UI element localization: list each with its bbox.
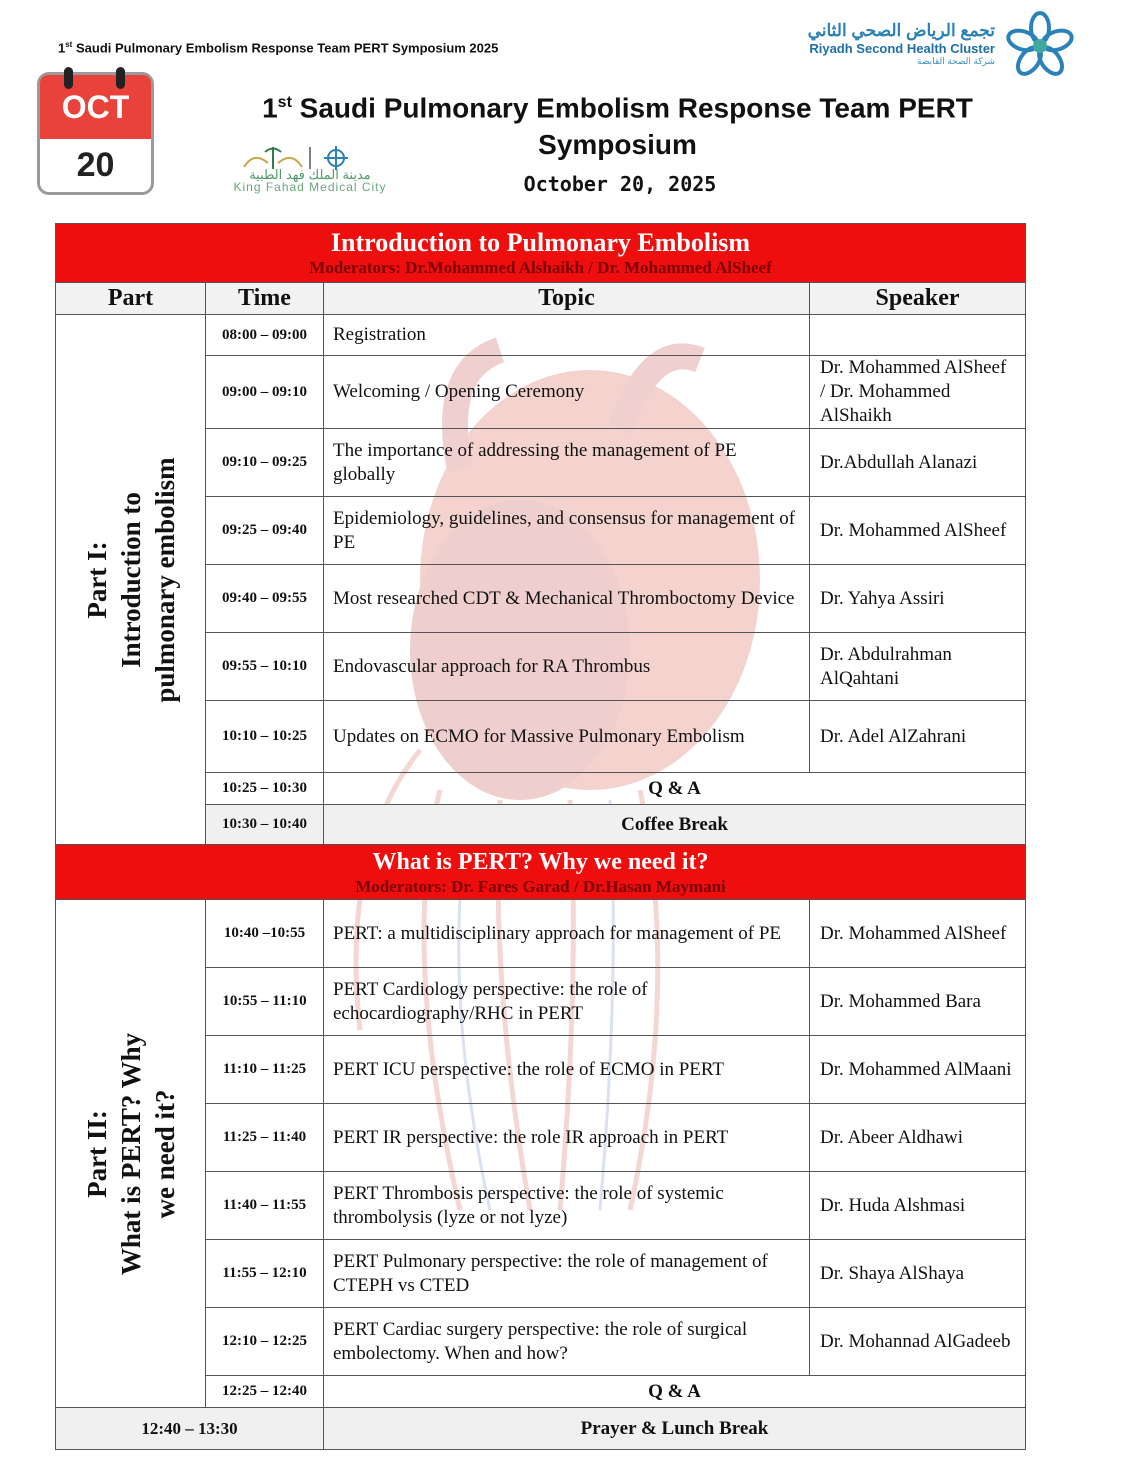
table-row	[56, 315, 1026, 356]
session-time: 11:10 – 11:25	[206, 1036, 324, 1104]
schedule-table	[55, 223, 1026, 1450]
session-speaker: Dr. Adel AlZahrani	[810, 701, 1026, 773]
session-topic: PERT ICU perspective: the role of ECMO in PERT	[324, 1036, 810, 1104]
lunch-break-row	[56, 1408, 1026, 1450]
session-time: 12:10 – 12:25	[206, 1308, 324, 1376]
session-topic: Most researched CDT & Mechanical Thromboctomy Device	[324, 565, 810, 633]
break-time: 10:30 – 10:40	[206, 805, 324, 845]
cluster-subtitle: شركة الصحة القابضة	[917, 56, 995, 66]
session-topic: PERT Cardiology perspective: the role of echocardiography/RHC in PERT	[324, 968, 810, 1036]
session-speaker: Dr. Mohammed Bara	[810, 968, 1026, 1036]
section-moderators: Moderators: Dr.Mohammed Alshaikh / Dr. Mohammed AlSheef	[309, 258, 772, 277]
session-speaker: Dr. Abdulrahman AlQahtani	[810, 633, 1026, 701]
column-header-speaker: Speaker	[810, 283, 1026, 315]
session-topic: The importance of addressing the management of PE globally	[324, 429, 810, 497]
column-header-part: Part	[56, 283, 206, 315]
section-moderators: Moderators: Dr. Fares Garad / Dr.Hasan Maymani	[355, 877, 726, 896]
section-header	[56, 845, 1026, 900]
cluster-name-arabic: تجمع الرياض الصحي الثاني	[807, 21, 995, 40]
cluster-name-english: Riyadh Second Health Cluster	[809, 41, 995, 56]
session-time: 10:10 – 10:25	[206, 701, 324, 773]
session-speaker: Dr. Mohammed AlSheef / Dr. Mohammed AlShaikh	[810, 356, 1026, 429]
part-label-cell	[56, 315, 206, 845]
session-topic: Updates on ECMO for Massive Pulmonary Embolism	[324, 701, 810, 773]
qa-label: Q & A	[324, 1376, 1026, 1408]
part-label-cell	[56, 900, 206, 1408]
session-topic: PERT: a multidisciplinary approach for management of PE	[324, 900, 810, 968]
session-topic: Registration	[324, 315, 810, 356]
star-flower-logo-icon	[1003, 10, 1077, 78]
session-topic: PERT Cardiac surgery perspective: the role of surgical embolectomy. When and how?	[324, 1308, 810, 1376]
part-label: Part I: Introduction to pulmonary embolism	[81, 456, 180, 703]
session-speaker: Dr. Abeer Aldhawi	[810, 1104, 1026, 1172]
event-date: October 20, 2025	[523, 172, 717, 196]
session-time: 10:40 –10:55	[206, 900, 324, 968]
calendar-ring-icon	[64, 67, 73, 89]
calendar-day: 20	[76, 145, 115, 184]
qa-time: 12:25 – 12:40	[206, 1376, 324, 1408]
table-row	[56, 900, 1026, 968]
kfmc-name-english: King Fahad Medical City	[233, 180, 387, 194]
session-time: 08:00 – 09:00	[206, 315, 324, 356]
column-headers	[56, 283, 1026, 315]
break-label: Coffee Break	[324, 805, 1026, 845]
section-title: Introduction to Pulmonary Embolism	[330, 228, 751, 257]
session-speaker: Dr. Mohammed AlSheef	[810, 900, 1026, 968]
lunch-label: Prayer & Lunch Break	[324, 1408, 1026, 1450]
part-label: Part II: What is PERT? Why we need it?	[81, 1032, 180, 1275]
session-time: 09:00 – 09:10	[206, 356, 324, 429]
session-time: 11:25 – 11:40	[206, 1104, 324, 1172]
section-title: What is PERT? Why we need it?	[372, 849, 709, 875]
session-topic: PERT Pulmonary perspective: the role of management of CTEPH vs CTED	[324, 1240, 810, 1308]
qa-time: 10:25 – 10:30	[206, 773, 324, 805]
session-time: 09:10 – 09:25	[206, 429, 324, 497]
session-speaker: Dr. Mohammed AlMaani	[810, 1036, 1026, 1104]
session-time: 09:55 – 10:10	[206, 633, 324, 701]
session-speaker: Dr. Mohannad AlGadeeb	[810, 1308, 1026, 1376]
calendar-ring-icon	[116, 67, 125, 89]
session-speaker: Dr. Shaya AlShaya	[810, 1240, 1026, 1308]
calendar-month: OCT	[40, 75, 151, 139]
kfmc-name-arabic: مدينة الملك فهد الطبية	[249, 167, 371, 182]
session-speaker: Dr. Huda Alshmasi	[810, 1172, 1026, 1240]
session-time: 11:55 – 12:10	[206, 1240, 324, 1308]
riyadh-cluster-logo	[808, 10, 1077, 78]
session-speaker: Dr.Abdullah Alanazi	[810, 429, 1026, 497]
session-topic: Epidemiology, guidelines, and consensus for management of PE	[324, 497, 810, 565]
session-speaker: Dr. Yahya Assiri	[810, 565, 1026, 633]
session-time: 09:25 – 09:40	[206, 497, 324, 565]
section-header	[56, 224, 1026, 283]
session-time: 11:40 – 11:55	[206, 1172, 324, 1240]
session-topic: PERT Thrombosis perspective: the role of systemic thrombolysis (lyze or not lyze)	[324, 1172, 810, 1240]
session-time: 10:55 – 11:10	[206, 968, 324, 1036]
calendar-date-icon	[37, 72, 154, 195]
session-speaker: Dr. Mohammed AlSheef	[810, 497, 1026, 565]
column-header-topic: Topic	[324, 283, 810, 315]
session-topic: PERT IR perspective: the role IR approach in PERT	[324, 1104, 810, 1172]
lunch-time: 12:40 – 13:30	[56, 1408, 324, 1450]
column-header-time: Time	[206, 283, 324, 315]
session-topic: Welcoming / Opening Ceremony	[324, 356, 810, 429]
qa-label: Q & A	[324, 773, 1026, 805]
page-title: 1st Saudi Pulmonary Embolism Response Team PERT Symposium	[262, 92, 973, 161]
header-event-label: 1st Saudi Pulmonary Embolism Response Team PERT Symposium 2025	[58, 40, 499, 56]
session-time: 09:40 – 09:55	[206, 565, 324, 633]
session-speaker	[810, 315, 1026, 356]
session-topic: Endovascular approach for RA Thrombus	[324, 633, 810, 701]
